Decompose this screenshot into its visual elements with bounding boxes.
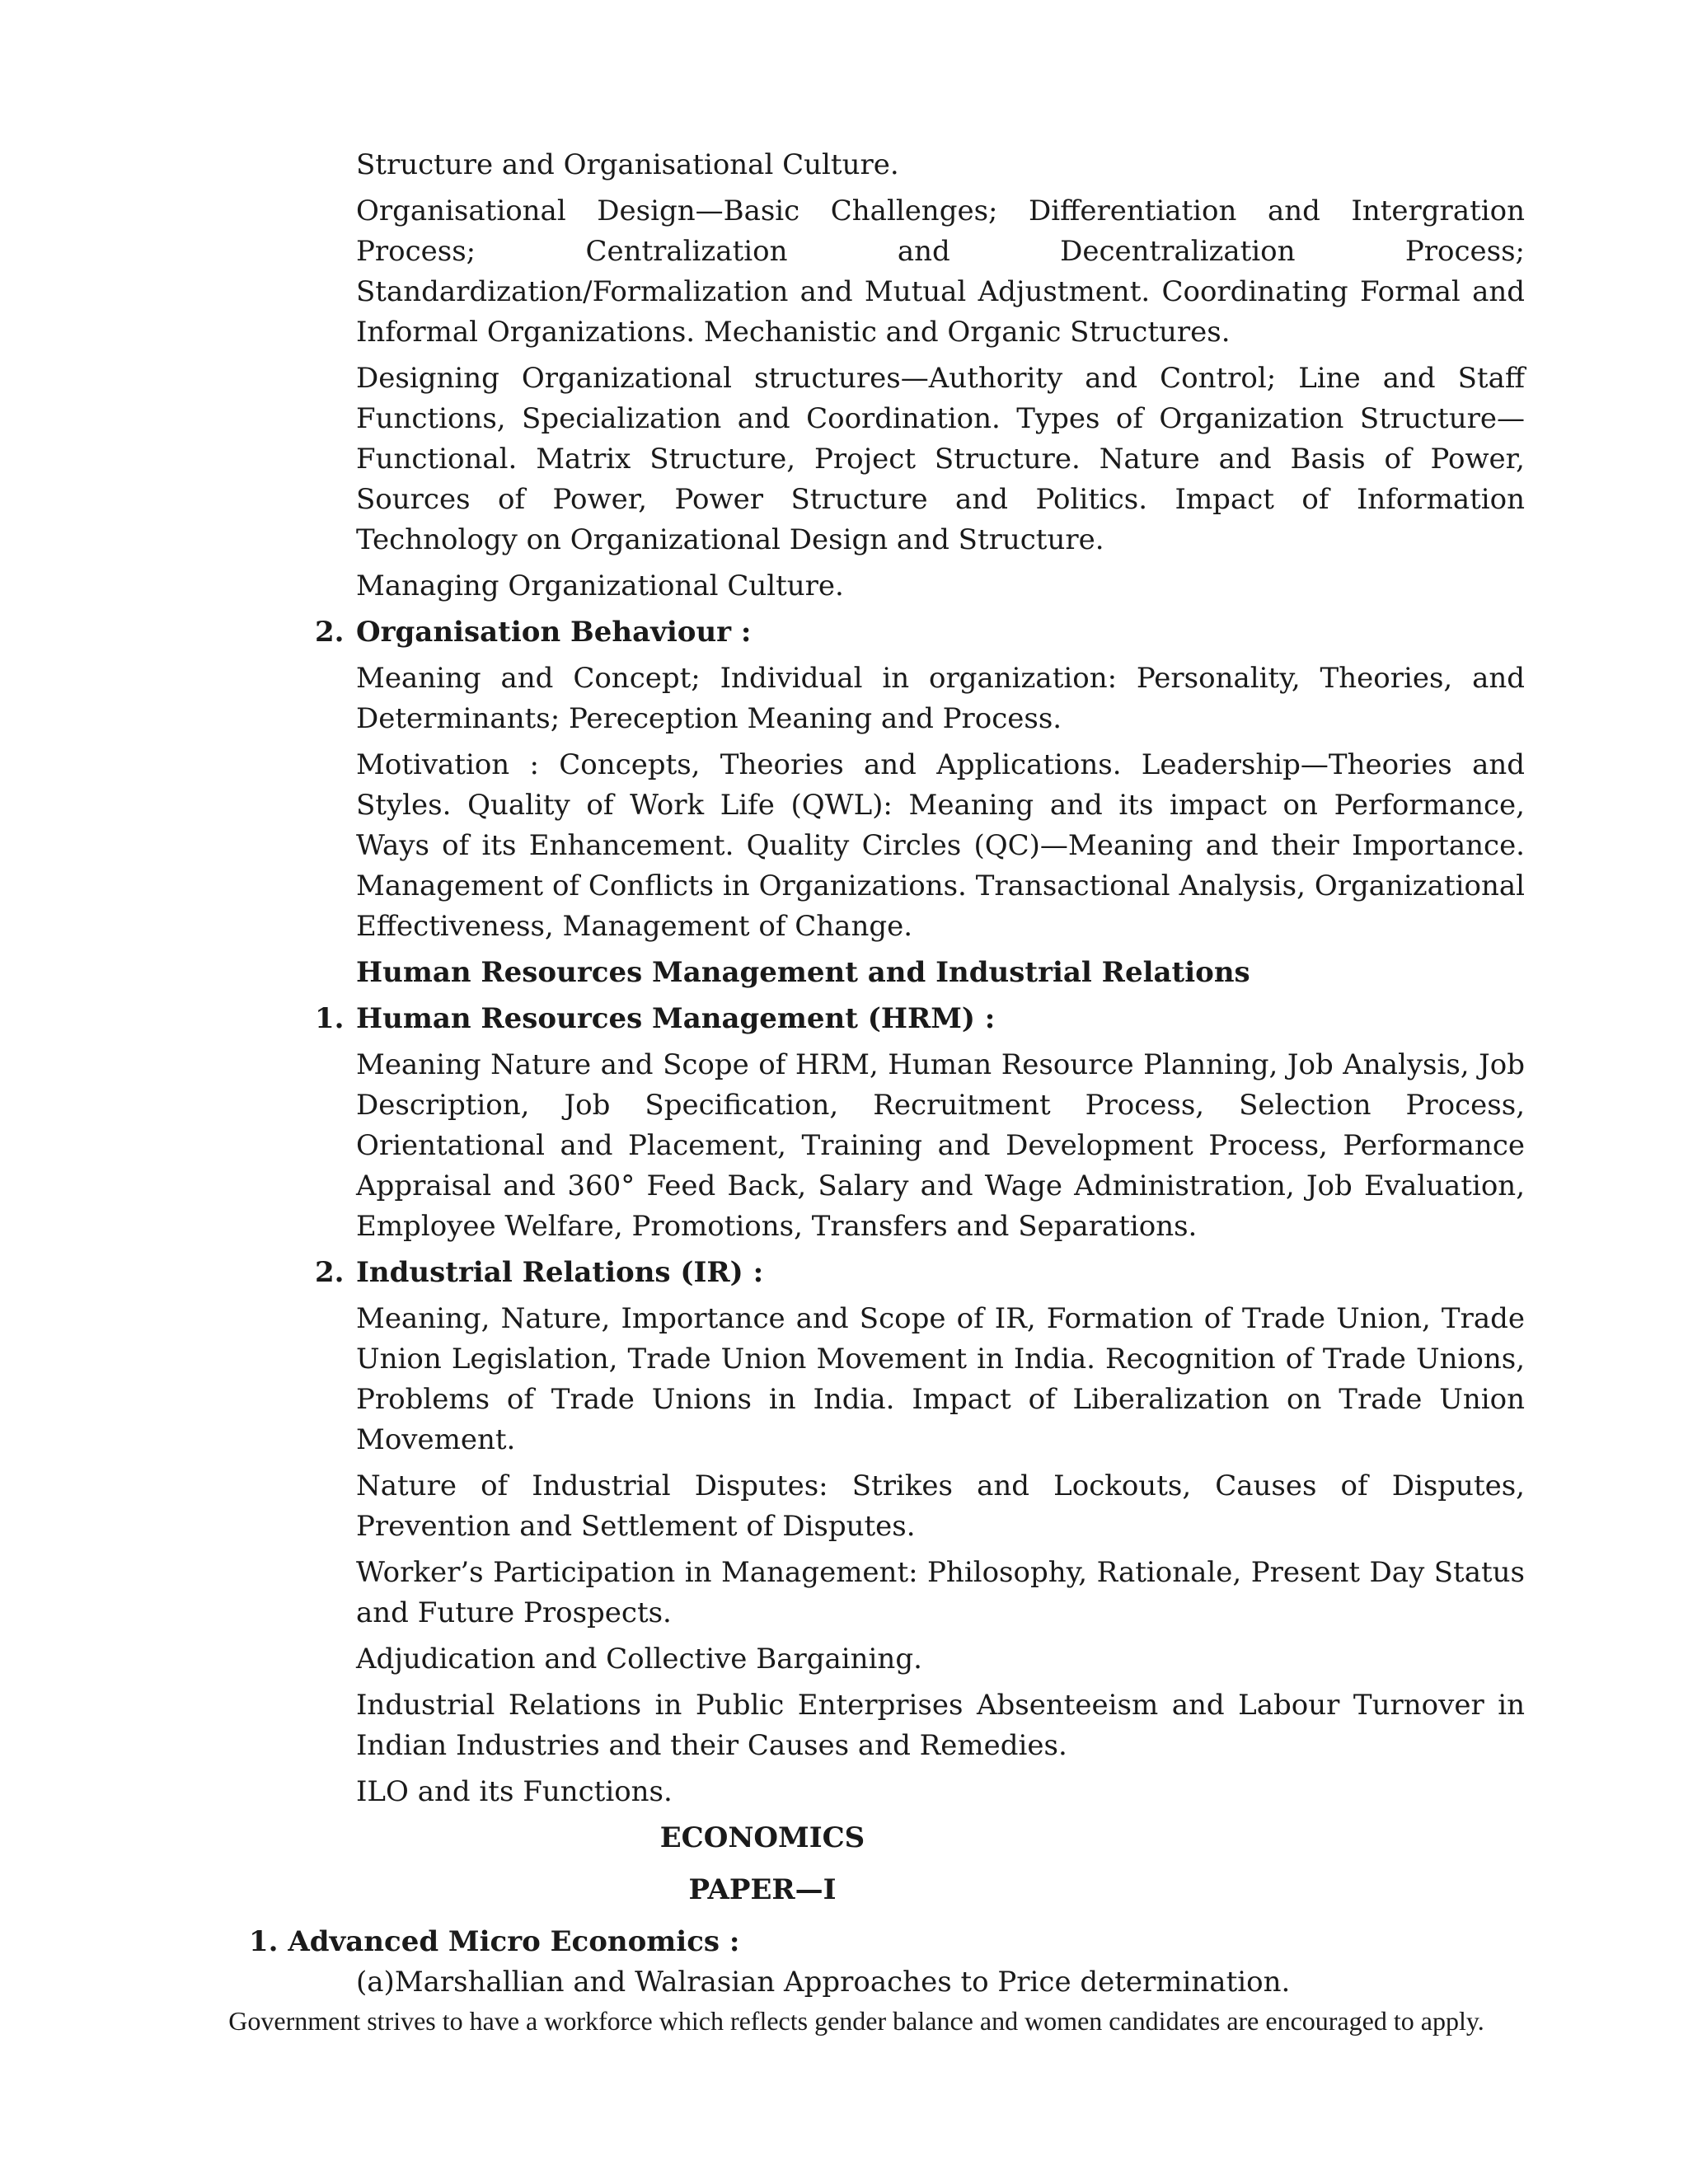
footer-note: Government strives to have a workforce which reflects gender balance and women candidates are encouraged to apply. <box>228 2006 1484 2036</box>
hrm-ir-heading: Human Resources Management and Industrial Relations <box>356 956 1250 989</box>
paragraph: Managing Organizational Culture. <box>356 569 844 602</box>
paragraph: Meaning, Nature, Importance and Scope of IR, Formation of Trade Union, Trade Union Legislation, Trade Union Movement in India. Recognition of Trade Unions, Problems of Trade Unions in India. Impact of Liberalization on Trade Union Movement. <box>356 1302 1525 1456</box>
heading-text: Human Resources Management (HRM) : <box>356 1002 996 1035</box>
item-number: 2. <box>315 616 345 649</box>
micro-economics-heading: 1. Advanced Micro Economics : <box>249 1925 740 1958</box>
heading-text: Organisation Behaviour : <box>356 616 752 649</box>
paragraph: Industrial Relations in Public Enterprises Absenteeism and Labour Turnover in Indian Industries and their Causes and Remedies. <box>356 1689 1525 1762</box>
paragraph: Organisational Design—Basic Challenges; Differentiation and Intergration Process; Centralization and Decentralization Process; Standardization/Formalization and Mutual Adjustment. Coordinating Formal and Informal Organizations. Mechanistic and Organic Structures. <box>356 194 1525 349</box>
heading-text: Industrial Relations (IR) : <box>356 1256 764 1289</box>
item-number: 1. <box>315 1002 345 1035</box>
item-number: 2. <box>315 1256 345 1289</box>
org-behaviour-heading <box>315 612 1525 653</box>
paragraph: Worker’s Participation in Management: Philosophy, Rationale, Present Day Status and Future Prospects. <box>356 1556 1525 1629</box>
hrm-heading <box>315 999 1525 1039</box>
economics-heading: ECONOMICS <box>659 1821 865 1854</box>
paper-heading: PAPER—I <box>688 1873 837 1906</box>
paragraph: Meaning Nature and Scope of HRM, Human Resource Planning, Job Analysis, Job Description, Job Specification, Recruitment Process, Selection Process, Orientational and Placement, Training and Development Process, Performance Appraisal and 360° Feed Back, Salary and Wage Administration, Job Evaluation, Employee Welfare, Promotions, Transfers and Separations. <box>356 1048 1525 1243</box>
item-label: (a) <box>356 1966 395 1999</box>
paragraph: Nature of Industrial Disputes: Strikes and Lockouts, Causes of Disputes, Prevention and Settlement of Disputes. <box>356 1469 1525 1543</box>
paragraph: Designing Organizational structures—Authority and Control; Line and Staff Functions, Specialization and Coordination. Types of Organization Structure—Functional. Matrix Structure, Project Structure. Nature and Basis of Power, Sources of Power, Power Structure and Politics. Impact of Information Technology on Organizational Design and Structure. <box>356 362 1525 556</box>
item-text: Marshallian and Walrasian Approaches to Price determination. <box>394 1966 1291 1999</box>
paragraph: Structure and Organisational Culture. <box>356 148 899 181</box>
paragraph: Motivation : Concepts, Theories and Applications. Leadership—Theories and Styles. Quality of Work Life (QWL): Meaning and its impact on Performance, Ways of its Enhancement. Quality Circles (QC)—Meaning and their Importance. Management of Conflicts in Organizations. Transactional Analysis, Organizational Effectiveness, Management of Change. <box>356 748 1525 943</box>
paragraph: Adjudication and Collective Bargaining. <box>356 1643 922 1675</box>
paragraph: ILO and its Functions. <box>356 1775 673 1808</box>
list-item <box>356 1962 1525 2003</box>
ir-heading <box>315 1253 1525 1293</box>
paragraph: Meaning and Concept; Individual in organization: Personality, Theories, and Determinants; Pereception Meaning and Process. <box>356 662 1525 735</box>
syllabus-content <box>249 145 1525 2003</box>
